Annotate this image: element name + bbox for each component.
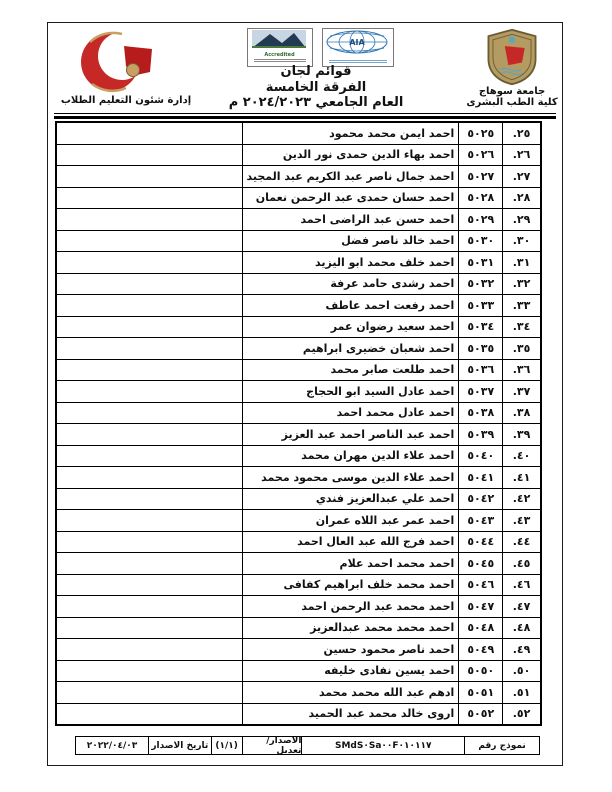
row-number-cell: ٤٢. <box>503 488 541 510</box>
footer-table <box>75 736 540 755</box>
student-name-cell: احمد عادل السيد ابو الحجاج <box>242 381 459 403</box>
table-row <box>56 381 541 403</box>
table-row <box>56 660 541 682</box>
student-name-cell: احمد حسن عبد الراضى احمد <box>242 209 459 231</box>
table-row <box>56 510 541 532</box>
student-name-cell: احمد علي عبدالعزيز فندي <box>242 488 459 510</box>
student-id-cell: ٥٠٣٨ <box>459 402 503 424</box>
university-identity <box>466 28 558 108</box>
row-number-cell: ٤٠. <box>503 445 541 467</box>
signature-cell <box>56 187 242 209</box>
student-id-cell: ٥٠٣٧ <box>459 381 503 403</box>
header-divider <box>54 113 556 119</box>
table-row <box>56 166 541 188</box>
student-id-cell: ٥٠٤٤ <box>459 531 503 553</box>
signature-cell <box>56 252 242 274</box>
student-name-cell: احمد شعبان خضيرى ابراهيم <box>242 338 459 360</box>
student-name-cell: احمد سعيد رضوان عمر <box>242 316 459 338</box>
student-name-cell: احمد حسان حمدى عبد الرحمن نعمان <box>242 187 459 209</box>
signature-cell <box>56 553 242 575</box>
signature-cell <box>56 316 242 338</box>
signature-cell <box>56 682 242 704</box>
form-number-code: SMdS٠Sa٠٠F٠١٠١١٧ <box>301 736 465 755</box>
student-name-cell: احمد ايمن محمد محمود <box>242 122 459 144</box>
row-number-cell: ٤٧. <box>503 596 541 618</box>
table-row <box>56 122 541 144</box>
row-number-cell: ٤٦. <box>503 574 541 596</box>
signature-cell <box>56 381 242 403</box>
student-id-cell: ٥٠٤١ <box>459 467 503 489</box>
student-name-cell: احمد خلف محمد ابو اليزيد <box>242 252 459 274</box>
student-id-cell: ٥٠٤٠ <box>459 445 503 467</box>
signature-cell <box>56 144 242 166</box>
table-row <box>56 209 541 231</box>
row-number-cell: ٢٩. <box>503 209 541 231</box>
title-block <box>181 64 451 111</box>
row-number-cell: ٣٩. <box>503 424 541 446</box>
table-row <box>56 230 541 252</box>
student-name-cell: احمد علاء الدين مهران محمد <box>242 445 459 467</box>
row-number-cell: ٤٩. <box>503 639 541 661</box>
table-row <box>56 574 541 596</box>
department-label: إدارة شئون التعليم الطلاب <box>60 95 192 106</box>
row-number-cell: ٣٥. <box>503 338 541 360</box>
signature-cell <box>56 209 242 231</box>
student-id-cell: ٥٠٣٣ <box>459 295 503 317</box>
student-id-cell: ٥٠٢٦ <box>459 144 503 166</box>
row-number-cell: ٢٥. <box>503 122 541 144</box>
row-number-cell: ٣٠. <box>503 230 541 252</box>
accreditation-logos <box>245 28 395 67</box>
row-number-cell: ٤٥. <box>503 553 541 575</box>
row-number-cell: ٣٢. <box>503 273 541 295</box>
row-number-cell: ٣١. <box>503 252 541 274</box>
student-name-cell: احمد علاء الدين موسى محمود محمد <box>242 467 459 489</box>
signature-cell <box>56 574 242 596</box>
student-id-cell: ٥٠٣٢ <box>459 273 503 295</box>
row-number-cell: ٣٦. <box>503 359 541 381</box>
student-id-cell: ٥٠٥١ <box>459 682 503 704</box>
table-row <box>56 617 541 639</box>
row-number-cell: ٤٨. <box>503 617 541 639</box>
signature-cell <box>56 166 242 188</box>
signature-cell <box>56 402 242 424</box>
signature-cell <box>56 230 242 252</box>
table-row <box>56 402 541 424</box>
academic-year-title: العام الجامعي ٢٠٢٤/٢٠٢٣ م <box>228 95 404 110</box>
student-name-cell: احمد ناصر محمود حسين <box>242 639 459 661</box>
globe-icon <box>323 29 391 55</box>
student-name-cell: احمد رشدى حامد عرفة <box>242 273 459 295</box>
signature-cell <box>56 617 242 639</box>
student-id-cell: ٥٠٢٨ <box>459 187 503 209</box>
row-number-cell: ٥٠. <box>503 660 541 682</box>
page-border <box>47 22 563 766</box>
table-row <box>56 144 541 166</box>
student-name-cell: احمد جمال ناصر عبد الكريم عبد المجيد <box>242 166 459 188</box>
accredited-label: Accredited <box>264 52 295 58</box>
row-number-cell: ٢٨. <box>503 187 541 209</box>
signature-cell <box>56 531 242 553</box>
row-number-cell: ٥١. <box>503 682 541 704</box>
issue-date-label: تاريخ الاصدار <box>148 736 212 755</box>
signature-cell <box>56 122 242 144</box>
signature-cell <box>56 295 242 317</box>
doc-title: قوائم لجان <box>280 64 352 79</box>
signature-cell <box>56 445 242 467</box>
signature-cell <box>56 488 242 510</box>
table-row <box>56 187 541 209</box>
student-id-cell: ٥٠٤٢ <box>459 488 503 510</box>
student-id-cell: ٥٠٣٠ <box>459 230 503 252</box>
student-name-cell: احمد رفعت احمد عاطف <box>242 295 459 317</box>
issue-value: (١/١) <box>211 736 243 755</box>
signature-cell <box>56 273 242 295</box>
micro-text-line <box>329 60 387 61</box>
signature-cell <box>56 359 242 381</box>
student-id-cell: ٥٠٤٩ <box>459 639 503 661</box>
student-name-cell: احمد محمد محمد عبدالعزيز <box>242 617 459 639</box>
faculty-name: كلية الطب البشرى <box>466 97 558 108</box>
table-row <box>56 488 541 510</box>
student-name-cell: احمد يسين نفادى خليفه <box>242 660 459 682</box>
student-id-cell: ٥٠٥٢ <box>459 703 503 725</box>
signature-cell <box>56 338 242 360</box>
table-row <box>56 338 541 360</box>
row-number-cell: ٤٣. <box>503 510 541 532</box>
student-name-cell: احمد محمد خلف ابراهيم كفافى <box>242 574 459 596</box>
student-id-cell: ٥٠٥٠ <box>459 660 503 682</box>
row-number-cell: ٣٨. <box>503 402 541 424</box>
student-id-cell: ٥٠٣١ <box>459 252 503 274</box>
table-row <box>56 553 541 575</box>
micro-text-line <box>254 59 306 60</box>
signature-cell <box>56 703 242 725</box>
table-row <box>56 295 541 317</box>
student-name-cell: احمد طلعت صابر محمد <box>242 359 459 381</box>
university-name: جامعة سوهاج <box>478 86 546 97</box>
student-name-cell: احمد عمر عبد اللاه عمران <box>242 510 459 532</box>
university-shield-logo-icon <box>484 28 540 86</box>
student-name-cell: ادهم عبد الله محمد محمد <box>242 682 459 704</box>
student-id-cell: ٥٠٤٥ <box>459 553 503 575</box>
row-number-cell: ٤١. <box>503 467 541 489</box>
student-name-cell: احمد فرج الله عبد العال احمد <box>242 531 459 553</box>
student-name-cell: احمد محمد احمد علام <box>242 553 459 575</box>
aia-label: AIA <box>348 38 365 47</box>
table-row <box>56 273 541 295</box>
student-name-cell: احمد عبد الناصر احمد عبد العزيز <box>242 424 459 446</box>
micro-text-line <box>254 61 306 62</box>
row-number-cell: ٤٤. <box>503 531 541 553</box>
student-id-cell: ٥٠٢٩ <box>459 209 503 231</box>
table-row <box>56 596 541 618</box>
row-number-cell: ٢٦. <box>503 144 541 166</box>
row-number-cell: ٣٧. <box>503 381 541 403</box>
student-id-cell: ٥٠٢٥ <box>459 122 503 144</box>
student-id-cell: ٥٠٢٧ <box>459 166 503 188</box>
table-row <box>56 682 541 704</box>
table-row <box>56 639 541 661</box>
table-row <box>56 316 541 338</box>
issue-label: الاصدار/تعديل <box>241 736 302 755</box>
aia-accreditation-logo-icon <box>322 28 394 67</box>
grade-title: الفرقة الخامسة <box>265 79 367 95</box>
student-id-cell: ٥٠٣٤ <box>459 316 503 338</box>
accreditation-emblem-icon <box>248 29 310 49</box>
student-id-cell: ٥٠٣٦ <box>459 359 503 381</box>
signature-cell <box>56 510 242 532</box>
form-number-label: نموذج رقم <box>464 736 540 755</box>
student-id-cell: ٥٠٤٨ <box>459 617 503 639</box>
table-row <box>56 252 541 274</box>
faculty-crescent-logo-icon <box>70 30 178 94</box>
student-name-cell: احمد محمد عبد الرحمن احمد <box>242 596 459 618</box>
micro-text-line <box>329 62 387 63</box>
table-row <box>56 445 541 467</box>
signature-cell <box>56 660 242 682</box>
row-number-cell: ٣٣. <box>503 295 541 317</box>
row-number-cell: ٣٤. <box>503 316 541 338</box>
signature-cell <box>56 596 242 618</box>
student-id-cell: ٥٠٤٣ <box>459 510 503 532</box>
student-id-cell: ٥٠٣٥ <box>459 338 503 360</box>
table-row <box>56 703 541 725</box>
table-row <box>56 424 541 446</box>
student-id-cell: ٥٠٤٧ <box>459 596 503 618</box>
student-name-cell: احمد بهاء الدين حمدى نور الدين <box>242 144 459 166</box>
signature-cell <box>56 424 242 446</box>
signature-cell <box>56 639 242 661</box>
roster-table <box>55 121 542 726</box>
accreditation-logo-icon <box>247 28 313 67</box>
signature-cell <box>56 467 242 489</box>
student-name-cell: احمد خالد ناصر فضل <box>242 230 459 252</box>
row-number-cell: ٥٢. <box>503 703 541 725</box>
table-row <box>56 531 541 553</box>
student-name-cell: احمد عادل محمد احمد <box>242 402 459 424</box>
student-id-cell: ٥٠٤٦ <box>459 574 503 596</box>
row-number-cell: ٢٧. <box>503 166 541 188</box>
table-row <box>56 467 541 489</box>
student-name-cell: اروى خالد محمد عبد الحميد <box>242 703 459 725</box>
student-id-cell: ٥٠٣٩ <box>459 424 503 446</box>
table-row <box>56 359 541 381</box>
issue-date-value: ٢٠٢٢/٠٤/٠٣ <box>75 736 149 755</box>
